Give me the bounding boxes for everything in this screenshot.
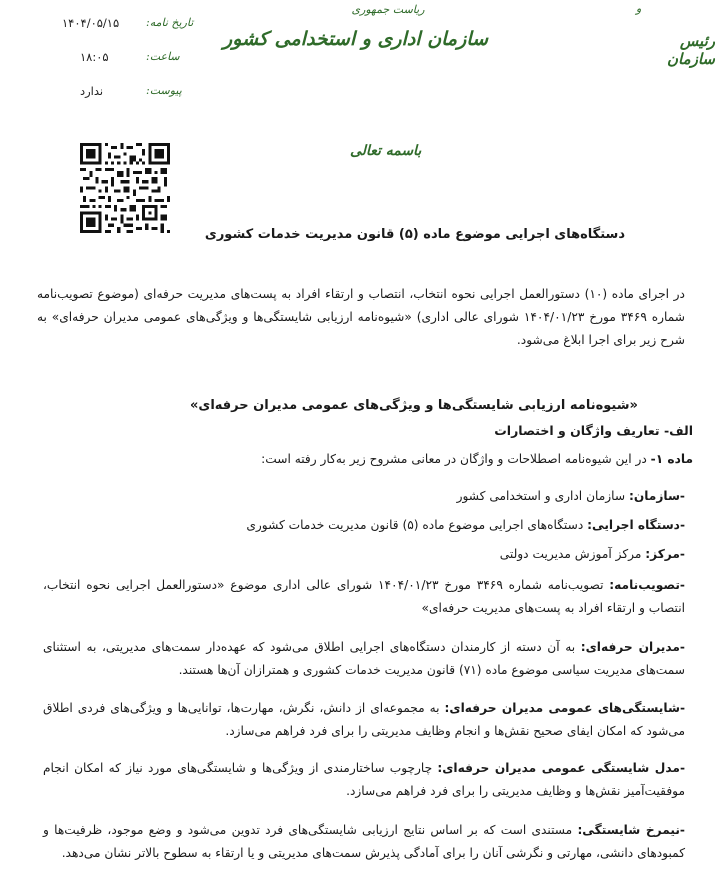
definition-term: -شایستگی‌های عمومی مدیران حرفه‌ای: <box>444 701 686 715</box>
definition-text: چارچوب ساختارمندی از ویژگی‌ها و شایستگی‌های مورد نیاز که امکان انجام موفقیت‌آمیز نقش‌ها و وظایف مدیریتی را برای فرد فراهم می‌سازد. <box>43 761 685 798</box>
date-label: تاریخ نامه: <box>146 16 194 29</box>
definition-term: -مدیران حرفه‌ای: <box>580 640 685 654</box>
definition-text: به آن دسته از کارمندان دستگاه‌های اجرایی اطلاق می‌شود که عهده‌دار سمت‌های مدیریتی، به استثنای سمت‌های مدیریت سیاسی موضوع ماده (۷۱) قانون مدیریت خدمات کشوری و همترازان آن‌ها هستند. <box>43 640 685 677</box>
section-heading: الف- تعاریف واژگان و اختصارات <box>494 423 693 438</box>
attachment-label: پیوست: <box>146 84 182 97</box>
definition-text: دستگاه‌های اجرایی موضوع ماده (۵) قانون مدیریت خدمات کشوری <box>246 518 584 532</box>
definition-term: -دستگاه اجرایی: <box>587 518 685 532</box>
definition-text: مستندی است که بر اساس نتایج ارزیابی شایستگی‌های فرد تدوین می‌شود و وضع موجود، ظرفیت‌ها و کمبودهای دانشی، مهارتی و نگرشی آنان را برای آمادگی پذیرش سمت‌های مدیریتی و یا ارتقاء به سطوح بالاتر نشان می‌دهد. <box>43 823 685 860</box>
attachment-value: ندارد <box>80 84 104 98</box>
definition-item <box>43 543 685 566</box>
definition-item <box>43 697 685 743</box>
definition-term: -مدل شایستگی عمومی مدیران حرفه‌ای: <box>437 761 686 775</box>
org-subtitle: ریاست جمهوری <box>351 3 425 16</box>
date-value: ۱۴۰۴/۰۵/۱۵ <box>62 16 120 30</box>
time-label: ساعت: <box>146 50 180 63</box>
definition-item <box>43 636 685 682</box>
definition-text: به مجموعه‌ای از دانش، نگرش، مهارت‌ها، توانایی‌ها و ویژگی‌های فردی اطلاق می‌شود که امکان ایفای صحیح نقش‌ها و انجام وظایف مدیریتی را برای فرد فراهم می‌سازد. <box>43 701 685 738</box>
definition-item <box>43 819 685 865</box>
time-value: ۱۸:۰۵ <box>80 50 109 64</box>
org-title: سازمان اداری و استخدامی کشور <box>223 28 488 50</box>
definition-text: مرکز آموزش مدیریت دولتی <box>499 547 642 561</box>
definition-text: تصویب‌نامه شماره ۳۴۶۹ مورخ ۱۴۰۴/۰۱/۲۳ شورای عالی اداری موضوع «دستورالعمل اجرایی نحوه انتخاب، انتصاب و ارتقاء افراد به پست‌های مدیریت حرفه‌ای» <box>43 578 685 615</box>
qr-code <box>80 143 170 233</box>
definition-item <box>43 514 685 537</box>
article-text: در این شیوه‌نامه اصطلاحات و واژگان در معانی مشروح زیر به‌کار رفته است: <box>261 452 647 466</box>
intro-paragraph: در اجرای ماده (۱۰) دستورالعمل اجرایی نحوه انتخاب، انتصاب و ارتقاء افراد به پست‌های مدیریت حرفه‌ای (موضوع تصویب‌نامه شماره ۳۴۶۹ مورخ ۱۴۰۴/۰۱/۲۳ شورای عالی اداری) «شیوه‌نامه ارزیابی شایستگی‌ها و ویژگی‌های عمومی مدیران حرفه‌ای» به شرح زیر برای اجرا ابلاغ می‌شود. <box>37 287 685 347</box>
bismillah: باسمه تعالی <box>350 143 422 159</box>
definition-item <box>43 485 685 508</box>
definition-item <box>43 757 685 803</box>
signatory-mark: و <box>636 2 642 15</box>
definition-term: -نیمرخ شایستگی: <box>577 823 685 837</box>
signatory-title: رئیس سازمان <box>666 32 715 68</box>
definition-item <box>43 574 685 620</box>
definition-term: -تصویب‌نامه: <box>609 578 685 592</box>
article-label: ماده ۱- <box>650 452 693 466</box>
recipient: دستگاه‌های اجرایی موضوع ماده (۵) قانون مدیریت خدمات کشوری <box>204 227 625 242</box>
article-1 <box>261 448 693 471</box>
document-title: «شیوه‌نامه ارزیابی شایستگی‌ها و ویژگی‌های عمومی مدیران حرفه‌ای» <box>190 398 638 413</box>
definition-term: -مرکز: <box>645 547 685 561</box>
definition-term: -سازمان: <box>628 489 685 503</box>
definition-text: سازمان اداری و استخدامی کشور <box>456 489 626 503</box>
